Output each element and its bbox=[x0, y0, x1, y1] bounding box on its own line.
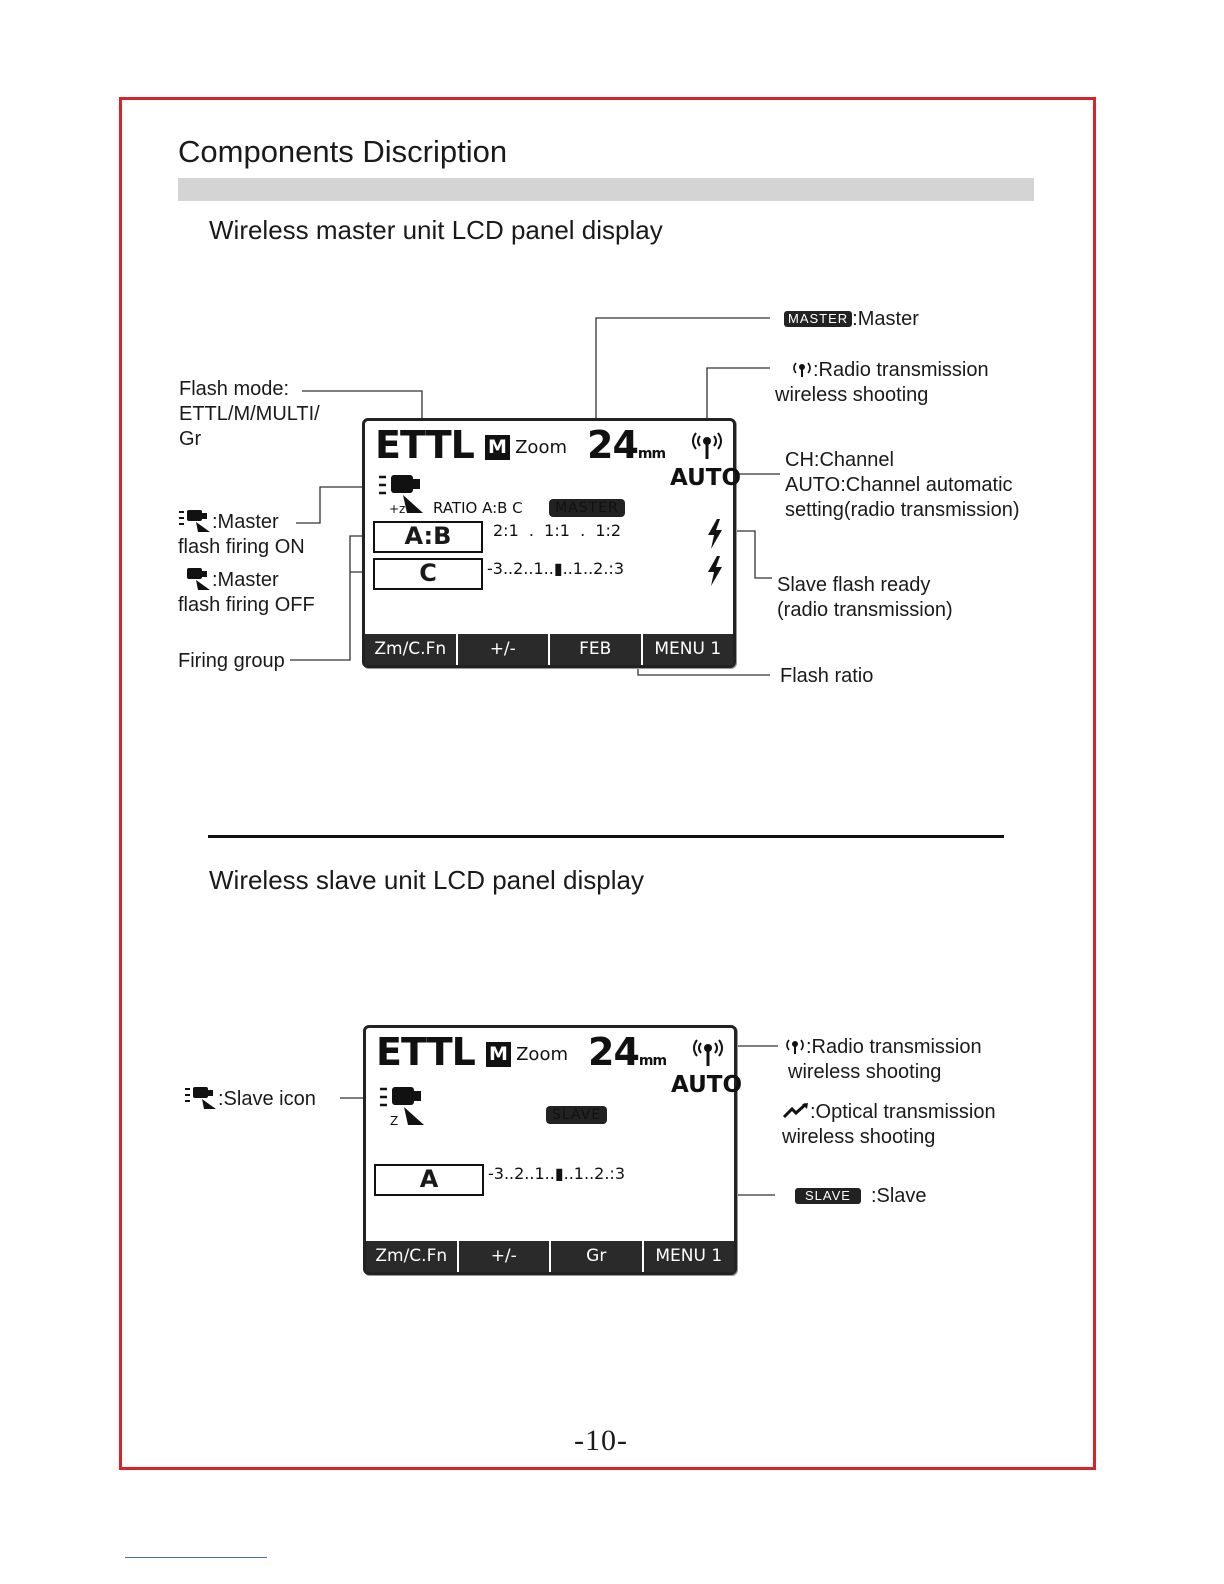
flash-mode-line1: Flash mode: bbox=[179, 378, 290, 400]
master-badge-icon: MASTER bbox=[784, 311, 852, 327]
flash-mode-line2: ETTL/M/MULTI/ bbox=[179, 403, 320, 425]
lcd-channel: AUTO bbox=[670, 465, 742, 491]
lcd-master-badge: MASTER bbox=[549, 499, 625, 517]
optical-line2: wireless shooting bbox=[782, 1126, 936, 1148]
ev-scale: -3..2..1..▮..1..2.:3 bbox=[488, 1164, 625, 1183]
master-flash-off-icon bbox=[185, 569, 212, 591]
master-firing-off-label bbox=[178, 566, 315, 618]
lcd-channel: AUTO bbox=[671, 1072, 743, 1098]
svg-text:+z: +z bbox=[389, 502, 406, 515]
softkey-2: +/- bbox=[457, 1241, 550, 1272]
master-section-heading: Wireless master unit LCD panel display bbox=[209, 215, 663, 245]
zoom-value: 24 bbox=[587, 423, 638, 467]
firing-on-line2: flash firing ON bbox=[178, 536, 305, 558]
channel-line3: setting(radio transmission) bbox=[785, 499, 1020, 521]
firing-group-label: Firing group bbox=[178, 650, 285, 672]
ev-scale: -3..2..1..▮..1..2.:3 bbox=[487, 559, 624, 578]
master-label-text: :Master bbox=[852, 308, 919, 330]
softkey-1: Zm/C.Fn bbox=[375, 1246, 448, 1266]
radio-icon bbox=[687, 427, 727, 465]
radio-label bbox=[775, 358, 989, 408]
radio-icon bbox=[784, 1036, 806, 1058]
svg-text:Z: Z bbox=[390, 1114, 399, 1127]
master-flash-on-icon bbox=[178, 511, 212, 533]
lcd-softkey-bar bbox=[365, 634, 733, 665]
slave-ready-line2: (radio transmission) bbox=[777, 599, 953, 621]
lcd-softkey-bar bbox=[366, 1241, 734, 1272]
slave-icon-label-text: :Slave icon bbox=[218, 1088, 316, 1110]
softkey-3: FEB bbox=[548, 634, 641, 665]
lcd-flash-mode: ETTL bbox=[376, 1030, 475, 1074]
radio-label-line2: wireless shooting bbox=[775, 384, 929, 406]
optical-label bbox=[782, 1100, 996, 1150]
channel-line1: CH:Channel bbox=[785, 449, 894, 471]
firing-off-line1: :Master bbox=[212, 569, 279, 591]
lcd-zoom-mode bbox=[486, 1042, 568, 1067]
firing-off-line2: flash firing OFF bbox=[178, 594, 315, 616]
slave-flash-icon bbox=[184, 1088, 218, 1110]
group-ab-box: A:B bbox=[373, 521, 483, 553]
radio-icon bbox=[791, 359, 813, 381]
slave-radio-line2: wireless shooting bbox=[788, 1061, 942, 1083]
bottom-decoration-line bbox=[125, 1557, 267, 1558]
slave-label bbox=[795, 1184, 927, 1209]
zoom-mode-letter: M bbox=[486, 1042, 511, 1067]
flash-ratio-label: Flash ratio bbox=[780, 665, 874, 687]
ratio-scale: 2:1 . 1:1 . 1:2 bbox=[493, 521, 622, 540]
section-divider bbox=[208, 835, 1004, 838]
flash-ready-icon bbox=[705, 556, 725, 590]
lcd-zoom-mode bbox=[485, 435, 567, 460]
optical-line1: :Optical transmission bbox=[810, 1101, 996, 1123]
channel-line2: AUTO:Channel automatic bbox=[785, 474, 1013, 496]
zoom-value: 24 bbox=[588, 1030, 639, 1074]
radio-icon bbox=[688, 1034, 728, 1072]
zoom-label: Zoom bbox=[516, 1044, 568, 1065]
slave-radio-label bbox=[784, 1035, 982, 1085]
group-c-box: C bbox=[373, 558, 483, 590]
slave-radio-line1: :Radio transmission bbox=[806, 1036, 982, 1058]
master-label bbox=[784, 307, 919, 332]
slave-flash-icon bbox=[378, 1083, 428, 1131]
radio-label-line1: :Radio transmission bbox=[813, 359, 989, 381]
zoom-unit: mm bbox=[637, 446, 666, 462]
slave-icon-label bbox=[184, 1085, 316, 1112]
flash-mode-label bbox=[179, 377, 320, 452]
softkey-4: MENU 1 bbox=[642, 1241, 735, 1272]
firing-on-line1: :Master bbox=[212, 511, 279, 533]
flash-mode-line3: Gr bbox=[179, 428, 202, 450]
master-firing-on-label bbox=[178, 508, 305, 560]
zoom-unit: mm bbox=[638, 1053, 667, 1069]
lcd-zoom-value bbox=[587, 423, 665, 467]
master-flash-icon bbox=[377, 471, 427, 519]
slave-section-heading: Wireless slave unit LCD panel display bbox=[209, 865, 644, 895]
title-underline-bar bbox=[178, 178, 1034, 201]
softkey-3: Gr bbox=[549, 1241, 642, 1272]
zoom-mode-letter: M bbox=[485, 435, 510, 460]
zoom-label: Zoom bbox=[515, 437, 567, 458]
page-title: Components Discription bbox=[178, 134, 508, 169]
master-lcd-panel bbox=[362, 418, 742, 668]
slave-ready-label bbox=[777, 573, 953, 623]
softkey-1: Zm/C.Fn bbox=[374, 639, 447, 659]
slave-badge-icon: SLAVE bbox=[795, 1188, 861, 1204]
slave-ready-line1: Slave flash ready bbox=[777, 574, 931, 596]
softkey-4: MENU 1 bbox=[641, 634, 734, 665]
softkey-2: +/- bbox=[456, 634, 549, 665]
lcd-flash-mode: ETTL bbox=[375, 423, 474, 467]
optical-icon bbox=[782, 1101, 810, 1123]
slave-lcd-panel bbox=[363, 1025, 743, 1275]
group-a-box: A bbox=[374, 1164, 484, 1196]
lcd-slave-badge: SLAVE bbox=[546, 1106, 607, 1124]
lcd-ratio-text: RATIO A:B C bbox=[433, 499, 523, 517]
page-number: -10- bbox=[574, 1424, 628, 1457]
flash-ready-icon bbox=[705, 519, 725, 553]
slave-label-text: :Slave bbox=[870, 1185, 927, 1207]
channel-label bbox=[785, 448, 1020, 523]
lcd-zoom-value bbox=[588, 1030, 666, 1074]
